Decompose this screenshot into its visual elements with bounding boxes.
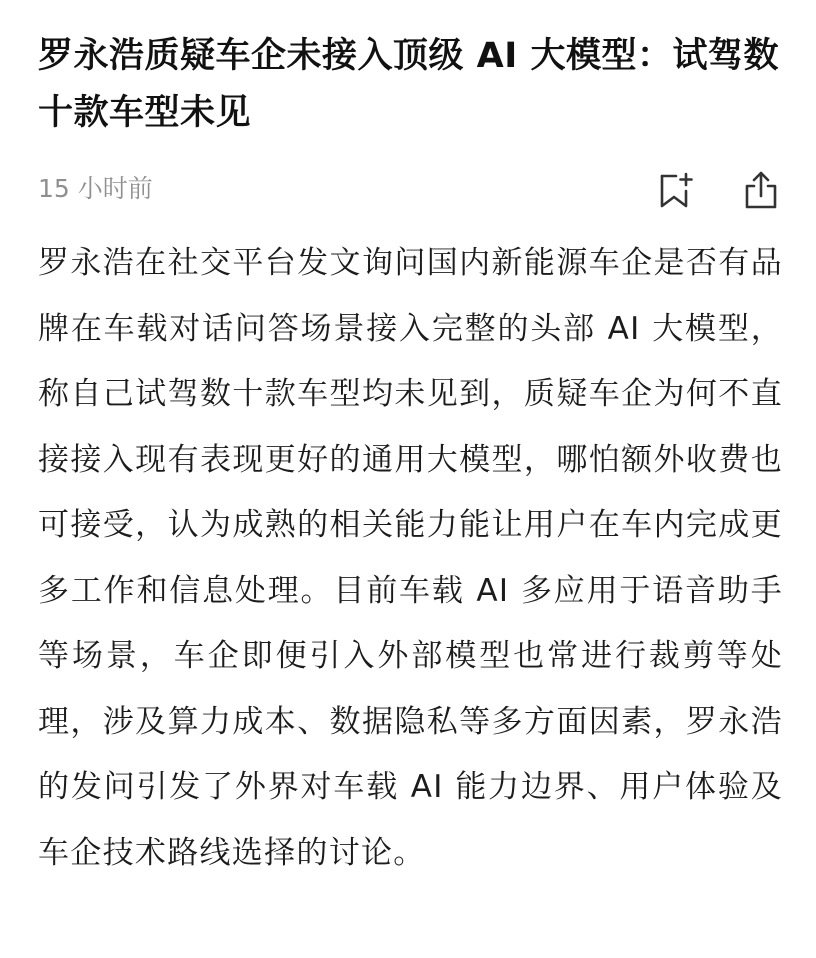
share-icon (743, 170, 779, 210)
article-meta (38, 158, 783, 218)
article (38, 0, 783, 886)
share-button[interactable] (743, 170, 779, 210)
bookmark-add-icon (659, 170, 695, 210)
article-body: 罗永浩在社交平台发文询问国内新能源车企是否有品牌在车载对话问答场景接入完整的头部 AI 大模型，称自己试驾数十款车型均未见到，质疑车企为何不直接接入现有表现更好的通用大模型，哪怕额外收费也可接受，认为成熟的相关能力能让用户在车内完成更多工作和信息处理。目前车载 AI 多应用于语音助手等场景，车企即便引入外部模型也常进行裁剪等处理，涉及算力成本、数据隐私等多方面因素，罗永浩的发问引发了外界对车载 AI 能力边界、用户体验及车企技术路线选择的讨论。 (38, 245, 783, 871)
article-actions (659, 170, 779, 210)
bookmark-add-button[interactable] (659, 170, 695, 210)
article-title: 罗永浩质疑车企未接入顶级 AI 大模型：试驾数十款车型未见 (38, 36, 779, 133)
publish-time: 15 小时前 (38, 174, 153, 203)
